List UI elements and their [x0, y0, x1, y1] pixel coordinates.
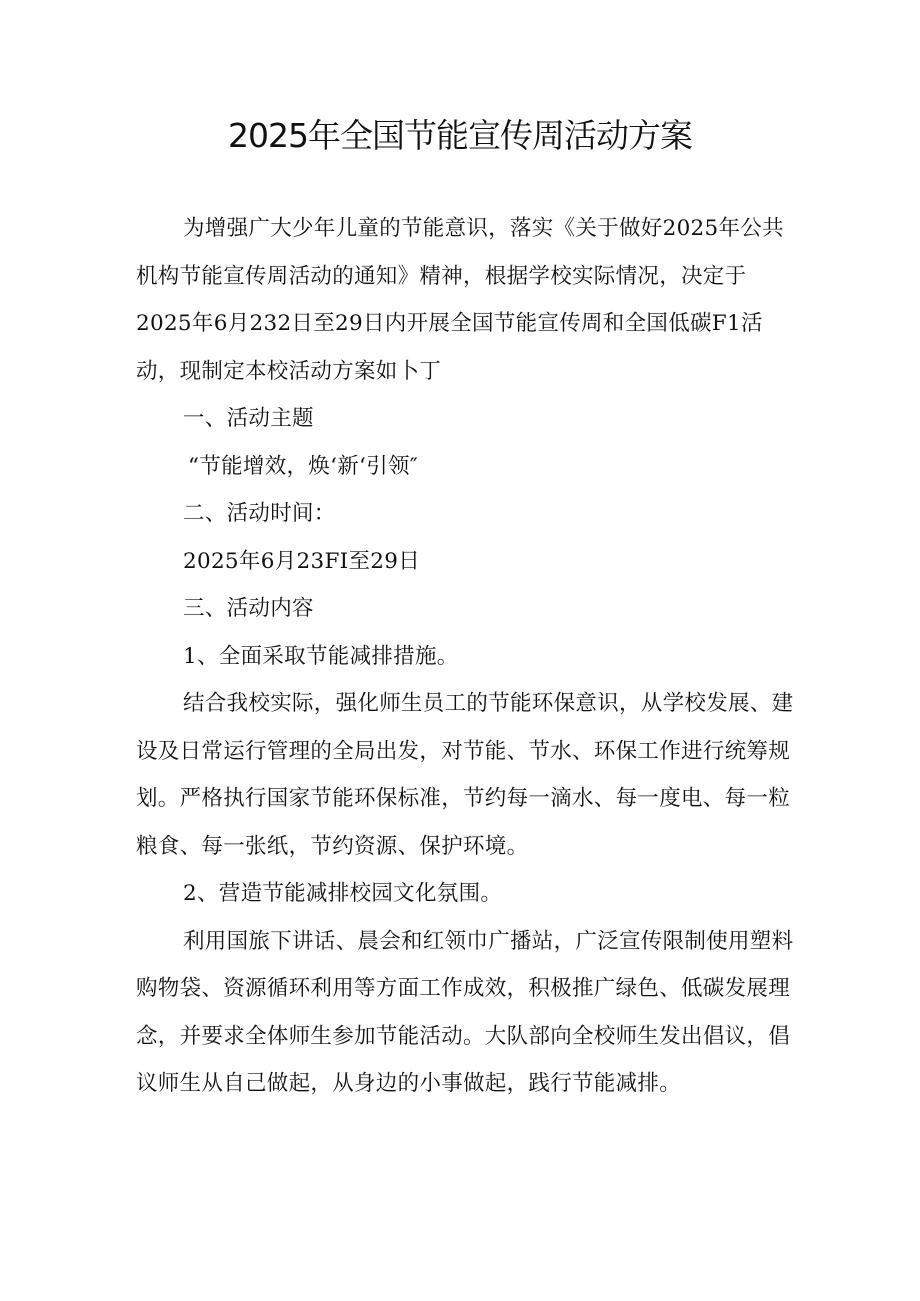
activity-time-value: 2025年6月23FI至29日	[183, 548, 421, 574]
section-heading-time: 二、活动时间：	[183, 501, 336, 526]
content-item-1-heading: 1、全面采取节能减排措施。	[183, 643, 459, 669]
section-heading-theme: 一、活动主题	[183, 406, 314, 431]
document-title: 2025年全国节能宣传周活动方案	[228, 116, 692, 155]
section-heading-content: 三、活动内容	[183, 596, 314, 621]
document-body	[136, 205, 796, 1108]
intro-paragraph: 为增强广大少年儿童的节能意识，落实《关于做好2025年公共机构节能宣传周活动的通知》精神，根据学校实际情况，决定于2025年6月232日至29日内开展全国节能宣传周和全国低碳F1活动，现制定本校活动方案如卜丁	[136, 216, 784, 384]
content-item-1-paragraph: 结合我校实际，强化师生员工的节能环保意识，从学校发展、建设及日常运行管理的全局出发，对节能、节水、环保工作进行统筹规划。严格执行国家节能环保标准，节约每一滴水、每一度电、每一粒粮食、每一张纸，节约资源、保护环境。	[136, 691, 794, 859]
content-item-2-paragraph: 利用国旅下讲话、晨会和红领巾广播站，广泛宣传限制使用塑料购物袋、资源循环利用等方面工作成效，积极推广绿色、低碳发展理念，并要求全体师生参加节能活动。大队部向全校师生发出倡议，倡议师生从自己做起，从身边的小事做起，践行节能减排。	[136, 928, 794, 1096]
activity-theme-slogan: “节能增效，焕‘新‘引领″	[188, 453, 419, 479]
content-item-2-heading: 2、营造节能减排校园文化氛围。	[183, 881, 503, 906]
